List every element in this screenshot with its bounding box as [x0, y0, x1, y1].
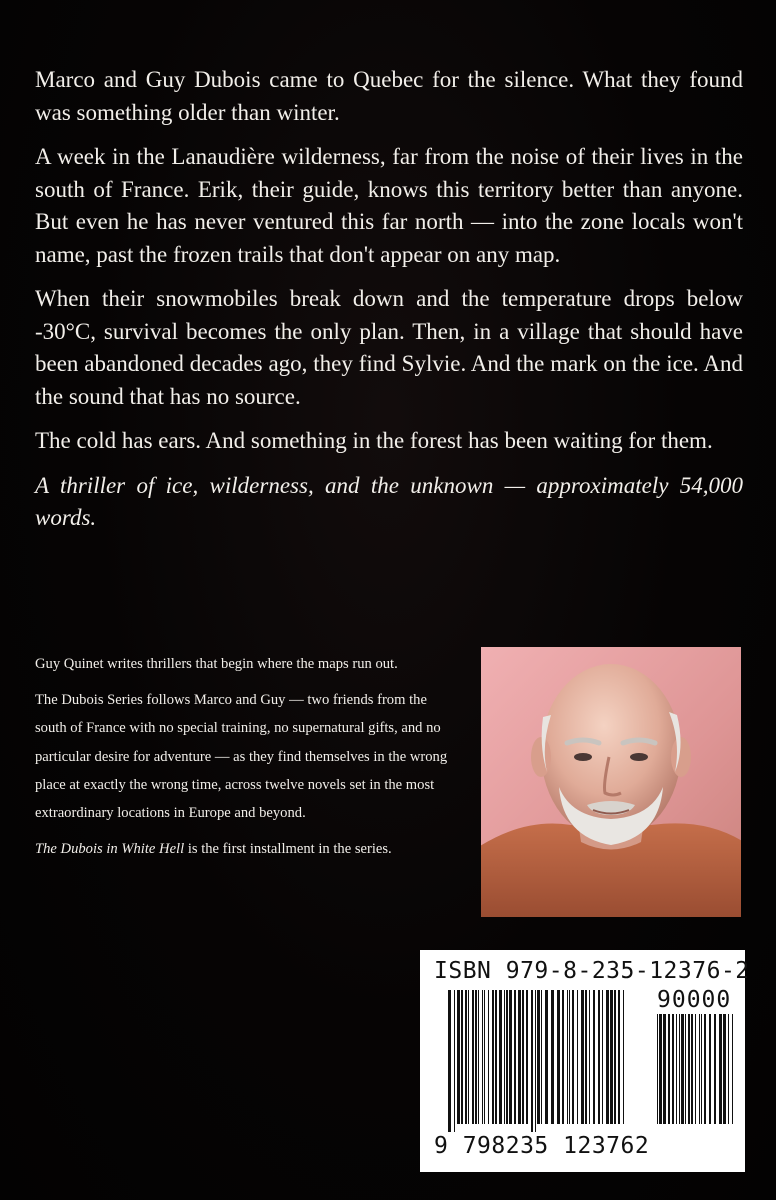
- barcode-bar: [728, 1014, 729, 1124]
- barcode-bar: [562, 990, 564, 1124]
- synopsis-paragraph-4: The cold has ears. And something in the forest has been waiting for them.: [35, 428, 713, 453]
- barcode-bar: [448, 990, 451, 1132]
- barcode-bar: [482, 990, 483, 1124]
- isbn-label: ISBN 979-8-235-12376-2: [434, 958, 750, 984]
- barcode-bar: [581, 990, 584, 1124]
- barcode-bar: [704, 1014, 706, 1124]
- barcode-bar: [606, 990, 609, 1124]
- barcode-bar: [714, 1014, 716, 1124]
- barcode-bar: [567, 990, 568, 1124]
- barcode-bar: [701, 1014, 702, 1124]
- barcode-bar: [685, 1014, 686, 1124]
- barcode-bar: [569, 990, 570, 1124]
- barcode-bar: [681, 1014, 684, 1124]
- barcode-bar: [537, 990, 540, 1124]
- barcode-bar: [618, 990, 620, 1124]
- author-bio-closing: [35, 835, 455, 863]
- barcode-bar: [699, 1014, 700, 1124]
- barcode-bar: [679, 1014, 680, 1124]
- barcode-bar: [610, 990, 613, 1124]
- barcode-bar: [593, 990, 595, 1124]
- barcode-bar: [522, 990, 524, 1124]
- author-portrait-icon: [481, 647, 741, 917]
- author-photo: [481, 647, 741, 917]
- barcode-bar: [499, 990, 502, 1124]
- isbn-barcode: [420, 950, 750, 1172]
- barcode-bar: [509, 990, 512, 1124]
- barcode-bar: [732, 1014, 733, 1124]
- barcode-bar: [657, 1014, 658, 1124]
- barcode-bar: [719, 1014, 722, 1124]
- synopsis-paragraph-1: Marco and Guy Dubois came to Quebec for the silence. What they found was something older than winter.: [35, 67, 743, 125]
- barcode-bar: [676, 1014, 677, 1124]
- book-title: The Dubois in White Hell: [35, 841, 185, 858]
- barcode-bar: [526, 990, 528, 1124]
- author-bio-closing-text: is the first installment in the series.: [184, 841, 392, 858]
- barcode-bar: [506, 990, 508, 1124]
- barcode-bar: [495, 990, 497, 1124]
- barcode-bar: [478, 990, 479, 1124]
- barcode-bar: [695, 1014, 696, 1124]
- barcode-bar: [454, 990, 455, 1132]
- synopsis-paragraph-3: When their snowmobiles break down and the temperature drops below -30°C, survival becomes the only plan. Then, in a village that should have been abandoned decades ago, they find Sylvie. And the mark on the ice. And the sound that has no source.: [35, 286, 743, 409]
- barcode-bar: [488, 990, 489, 1124]
- barcode-bar: [484, 990, 485, 1124]
- barcode-bar: [472, 990, 474, 1124]
- synopsis-paragraph-2: A week in the Lanaudière wilderness, far from the noise of their lives in the south of France. Erik, their guide, knows this territory better than anyone. But even he has never ventured this far north — into the zone locals won't name, past the frozen trails that don't appear on any map.: [35, 144, 743, 267]
- barcode-bar: [545, 990, 548, 1124]
- ean-digits: 9 798235 123762: [434, 1133, 650, 1159]
- author-bio: [35, 650, 455, 871]
- barcode-bar: [659, 1014, 662, 1124]
- barcode-bar: [672, 1014, 674, 1124]
- barcode-bar: [663, 1014, 666, 1124]
- barcode-bar: [551, 990, 554, 1124]
- tagline: A thriller of ice, wilderness, and the unknown — approximately 54,000 words.: [35, 472, 743, 530]
- barcode-bar: [457, 990, 460, 1124]
- barcode-bar: [468, 990, 469, 1124]
- barcode-bar: [598, 990, 600, 1124]
- barcode-bar: [535, 990, 536, 1132]
- barcode-bar: [577, 990, 578, 1124]
- barcode-bar: [475, 990, 477, 1124]
- barcode-bar: [514, 990, 516, 1124]
- barcode-bar: [614, 990, 616, 1124]
- ean13-bars: [448, 990, 626, 1132]
- barcode-bar: [623, 990, 624, 1124]
- barcode-bar: [518, 990, 521, 1124]
- barcode-bar: [602, 990, 603, 1124]
- barcode-bar: [709, 1014, 711, 1124]
- barcode-bar: [691, 1014, 693, 1124]
- barcode-bar: [557, 990, 560, 1124]
- barcode-bar: [585, 990, 587, 1124]
- addon-code: 90000: [657, 987, 732, 1013]
- synopsis: [35, 64, 743, 547]
- barcode-bar: [688, 1014, 690, 1124]
- barcode-bar: [492, 990, 494, 1124]
- author-bio-intro: Guy Quinet writes thrillers that begin where the maps run out.: [35, 656, 398, 672]
- barcode-bar: [572, 990, 574, 1124]
- addon-bars: [657, 1014, 733, 1132]
- barcode-bar: [723, 1014, 726, 1124]
- author-bio-series: The Dubois Series follows Marco and Guy — two friends from the south of France with no special training, no supernatural gifts, and no particular desire for adventure — as they find themselves in the wrong place at exactly the wrong time, across twelve novels set in the most extraordinary locations in Europe and beyond.: [35, 692, 448, 822]
- barcode-bar: [461, 990, 463, 1124]
- barcode-bar: [504, 990, 505, 1124]
- barcode-bar: [589, 990, 590, 1124]
- barcode-bar: [668, 1014, 670, 1124]
- barcode-bar: [465, 990, 467, 1124]
- barcode-bar: [541, 990, 542, 1124]
- barcode-bar: [531, 990, 533, 1132]
